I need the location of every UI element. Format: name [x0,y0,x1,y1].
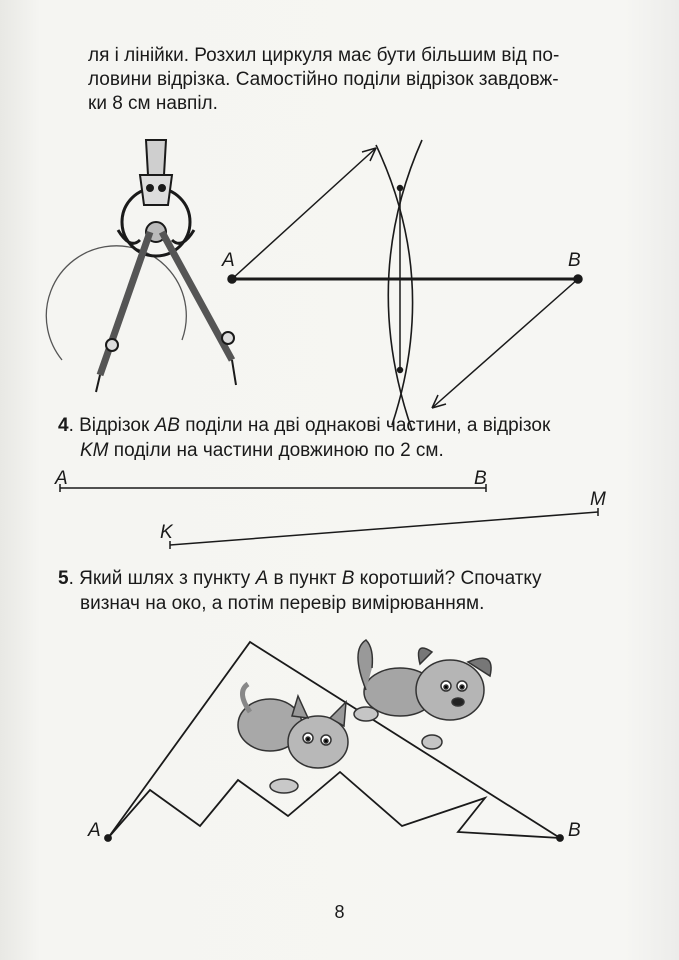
cat-illustration [238,684,348,793]
task4-segment-ab: AB [154,415,180,436]
task4-line-2 [58,438,618,463]
task4-number: 4 [58,415,69,436]
task5-point-a: A [255,568,269,589]
intro-line-2: ловини відрізка. Самостійно поділи відрізок завдовж- [88,69,559,90]
task4-text-3: поділи на частини довжиною по 2 см. [108,440,444,461]
task4-label-k: K [160,522,173,543]
figure1-label-a: A [222,250,235,271]
arc-right [376,145,413,425]
dog-illustration [354,640,491,749]
task-4 [58,413,618,463]
task-5 [58,566,618,616]
task4-label-m: M [590,489,606,510]
task4-label-b: B [474,468,487,489]
task5-label-a: A [88,820,101,841]
arc-left [388,140,422,430]
task5-text-2: в пункт [268,568,342,589]
task5-point-b: B [341,568,355,589]
task5-text-3: коротший? Спочатку [354,568,542,589]
radius-arrow-a [232,148,376,279]
task4-text-2: поділи на дві однакові частини, а відрізок [179,415,551,436]
segment-km [170,512,598,545]
intro-line-1: ля і лінійки. Розхил циркуля має бути більшим від по- [88,45,560,66]
task5-number: 5 [58,568,69,589]
task4-segment-km: KM [80,440,109,461]
task5-label-b: B [568,820,581,841]
compass-construction-figure [46,140,582,430]
task4-segments [60,484,598,549]
task4-label-a: A [55,468,68,489]
lower-zigzag-path [108,772,560,838]
intro-line-3: ки 8 см навпіл. [88,93,218,114]
radius-arrow-b [432,279,578,408]
task4-text-1: . Відрізок [68,415,155,436]
page-number: 8 [334,902,345,922]
task5-line-2: визнач на око, а потім перевір вимірюванням. [80,593,485,614]
task5-text-1: . Який шлях з пункту [68,568,256,589]
figure1-label-b: B [568,250,581,271]
